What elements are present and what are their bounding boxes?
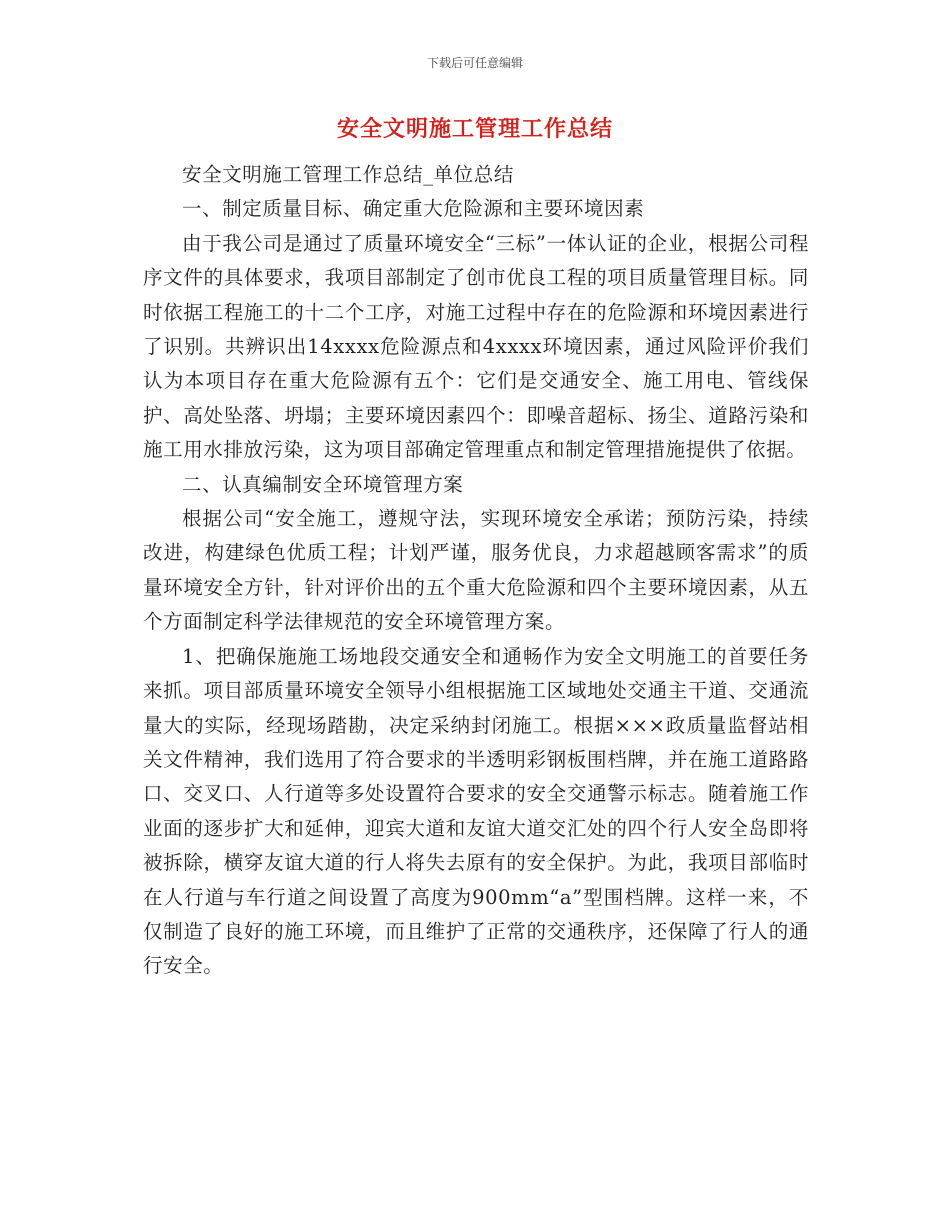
document-title: 安全文明施工管理工作总结 [336, 117, 613, 142]
section-heading-2: 二、认真编制安全环境管理方案 [182, 472, 464, 496]
subtitle-paragraph: 安全文明施工管理工作总结_单位总结 [182, 163, 514, 186]
document-body [143, 158, 809, 984]
section-heading-1: 一、制定质量目标、确定重大危险源和主要环境因素 [182, 197, 645, 221]
body-paragraph: 根据公司“安全施工，遵规守法，实现环境安全承诺；预防污染，持续改进，构建绿色优质工程；计划严谨，服务优良，力求超越顾客需求”的质量环境安全方针，针对评价出的五个重大危险源和四个主要环境因素，从五个方面制定科学法律规范的安全环境管理方案。 [143, 507, 809, 634]
body-paragraph: 1、把确保施施工场地段交通安全和通畅作为安全文明施工的首要任务来抓。项目部质量环境安全领导小组根据施工区域地处交通主干道、交通流量大的实际，经现场踏勘，决定采纳封闭施工。根据×××政质量监督站相关文件精神，我们选用了符合要求的半透明彩钢板围档牌，并在施工道路路口、交叉口、人行道等多处设置符合要求的安全交通警示标志。随着施工作业面的逐步扩大和延伸，迎宾大道和友谊大道交汇处的四个行人安全岛即将被拆除，横穿友谊大道的行人将失去原有的安全保护。为此，我项目部临时在人行道与车行道之间设置了高度为900mm“a”型围档牌。这样一来，不仅制造了良好的施工环境，而且维护了正常的交通秩序，还保障了行人的通行安全。 [143, 644, 809, 978]
header-note: 下载后可任意编辑 [426, 56, 523, 70]
body-paragraph: 由于我公司是通过了质量环境安全“三标”一体认证的企业，根据公司程序文件的具体要求，我项目部制定了创市优良工程的项目质量管理目标。同时依据工程施工的十二个工序，对施工过程中存在的危险源和环境因素进行了识别。共辨识出14xxxx危险源点和4xxxx环境因素，通过风险评价我们认为本项目存在重大危险源有五个：它们是交通安全、施工用电、管线保护、高处坠落、坍塌；主要环境因素四个：即噪音超标、扬尘、道路污染和施工用水排放污染，这为项目部确定管理重点和制定管理措施提供了依据。 [143, 231, 809, 462]
